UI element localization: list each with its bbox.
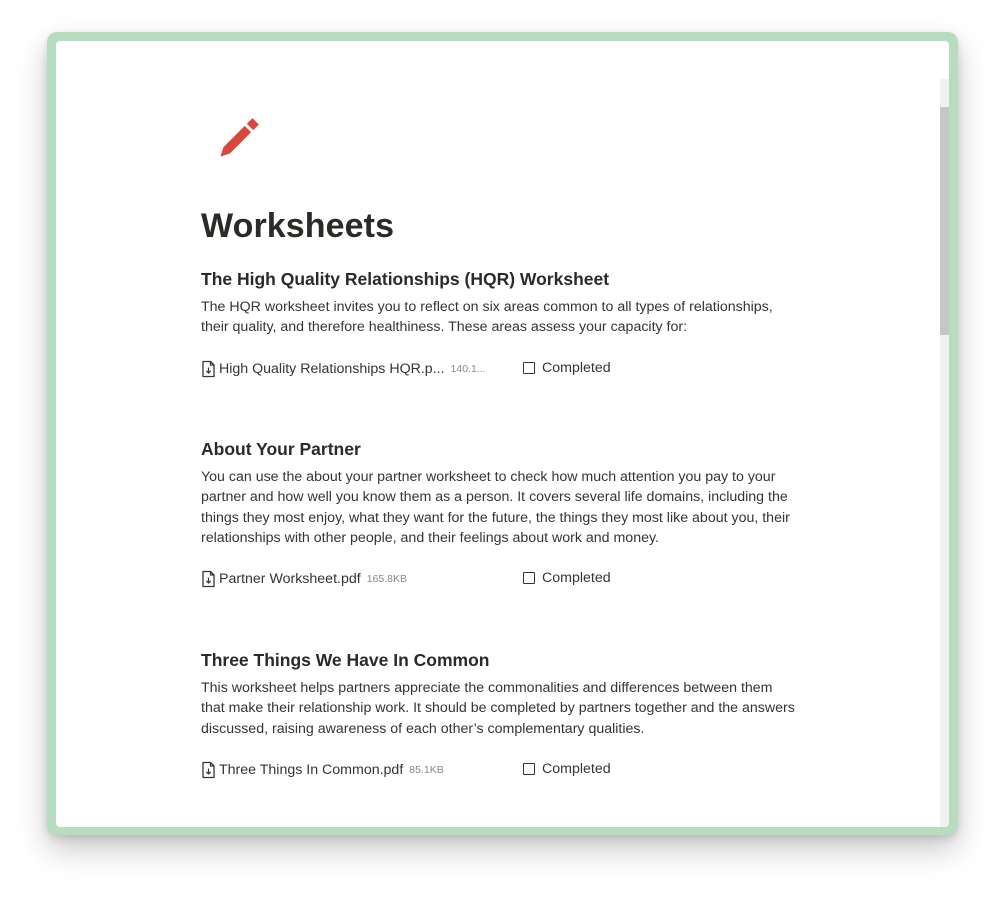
file-icon xyxy=(201,570,216,588)
scrollbar-thumb[interactable] xyxy=(940,107,949,335)
section-heading: The High Quality Relationships (HQR) Worksheet xyxy=(201,269,610,289)
file-name: High Quality Relationships HQR.p... xyxy=(219,360,445,377)
file-attachment[interactable] xyxy=(201,568,407,590)
attachment-row xyxy=(201,358,801,380)
worksheet-section xyxy=(201,437,801,590)
worksheet-section xyxy=(201,267,801,380)
checkbox-box[interactable] xyxy=(523,572,535,584)
file-icon xyxy=(201,761,216,779)
file-size: 165.8KB xyxy=(366,573,407,586)
file-attachment[interactable] xyxy=(201,759,444,781)
file-icon xyxy=(201,360,216,378)
file-size: 140.1... xyxy=(450,362,486,375)
checkbox-label: Completed xyxy=(542,760,611,777)
file-attachment[interactable] xyxy=(201,358,486,380)
completed-checkbox[interactable] xyxy=(523,568,611,588)
page-window xyxy=(56,41,949,827)
file-name: Partner Worksheet.pdf xyxy=(219,571,361,588)
pencil-icon[interactable] xyxy=(208,111,264,167)
completed-checkbox[interactable] xyxy=(523,358,611,378)
completed-checkbox[interactable] xyxy=(523,759,611,779)
checkbox-box[interactable] xyxy=(523,763,535,775)
section-heading: About Your Partner xyxy=(201,439,361,459)
page-title: Worksheets xyxy=(201,207,395,245)
file-size: 85.1KB xyxy=(409,763,444,776)
section-description: This worksheet helps partners appreciate the commonalities and differences between them that make their relationship work. It should be completed by partners together and the answers discussed, raising awareness of each other’s complementary qualities. xyxy=(201,680,795,737)
checkbox-box[interactable] xyxy=(523,362,535,374)
window-frame xyxy=(47,32,958,835)
attachment-row xyxy=(201,568,801,590)
section-description: You can use the about your partner worksheet to check how much attention you pay to your partner and how well you know them as a person. It covers several life domains, including the things they most enjoy, what they want for the future, the things they most like about you, their relationships with other people, and their feelings about work and money. xyxy=(201,469,790,546)
section-description: The HQR worksheet invites you to reflect on six areas common to all types of relationships, their quality, and therefore healthiness. These areas assess your capacity for: xyxy=(201,299,773,336)
checkbox-label: Completed xyxy=(542,359,611,376)
attachment-row xyxy=(201,759,801,781)
section-heading: Three Things We Have In Common xyxy=(201,650,490,670)
worksheet-section xyxy=(201,648,801,781)
checkbox-label: Completed xyxy=(542,570,611,587)
file-name: Three Things In Common.pdf xyxy=(219,761,404,778)
